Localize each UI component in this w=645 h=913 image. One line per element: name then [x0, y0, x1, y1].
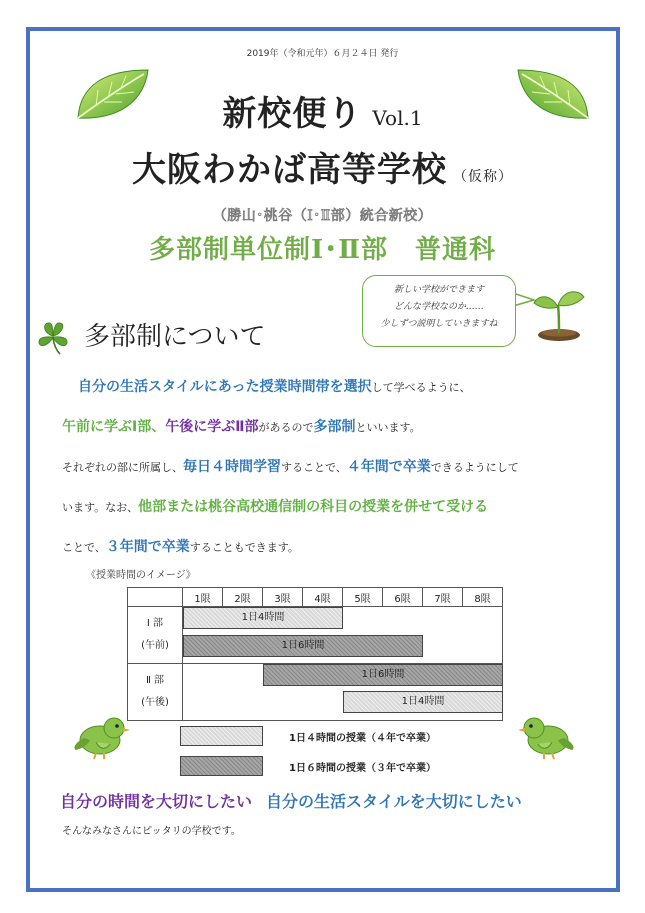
bird-icon	[70, 712, 130, 762]
slogan-line	[60, 789, 522, 812]
schedule-bar: 1日4時間	[343, 691, 503, 713]
part-time: (午後)	[141, 697, 169, 708]
part-label	[128, 607, 183, 664]
body-text: があるので	[258, 421, 314, 434]
tentative-mark: （仮称）	[453, 169, 513, 185]
bubble-line: 新しい学校ができます	[393, 285, 484, 295]
sprout-icon	[532, 283, 586, 343]
body-text: ことで、	[62, 541, 106, 554]
body-text: できるようにして	[430, 461, 519, 474]
body-text: います。なお、	[62, 501, 139, 514]
legend-swatch-dark	[180, 756, 263, 776]
highlight-blue: 多部制	[313, 419, 356, 435]
paragraph-line	[78, 376, 471, 396]
legend-label: 1日６時間の授業（３年で卒業）	[289, 763, 436, 774]
part-name: Ⅱ 部	[145, 675, 165, 686]
bubble-line: どんな学校なのか……	[393, 302, 484, 312]
highlight-blue: ３年間で卒業	[105, 539, 190, 555]
bubble-tail-mask	[511, 286, 515, 306]
legend-label: 1日４時間の授業（４年で卒業）	[289, 733, 436, 744]
bird-icon	[518, 712, 578, 762]
schedule-bar: 1日6時間	[263, 664, 503, 686]
schedule-caption: 《授業時間のイメージ》	[86, 570, 196, 581]
body-text: して学べるように、	[371, 381, 471, 394]
bubble-line: 少しずつ説明していきますね	[380, 319, 498, 329]
volume-number: Vol.1	[372, 106, 423, 130]
header-corner	[128, 588, 183, 607]
highlight-blue: 自分の生活スタイルにあった授業時間帯を選択	[78, 379, 372, 395]
schedule-bar: 1日4時間	[183, 607, 343, 629]
period-header: 3限	[263, 588, 303, 607]
body-text: することもできます。	[189, 541, 299, 554]
body-text: 、	[151, 419, 166, 435]
speech-bubble	[362, 275, 516, 347]
period-header: 6限	[383, 588, 423, 607]
paragraph-line	[62, 536, 299, 556]
schedule-bar: 1日6時間	[183, 635, 423, 657]
highlight-green: 他部または桃谷高校通信制の科目の授業を併せて受ける	[138, 499, 489, 515]
part-label	[128, 664, 183, 721]
slogan-purple: 自分の時間を大切にしたい	[60, 792, 253, 811]
closing-text: そんなみなさんにピッタリの学校です。	[62, 826, 241, 837]
school-name	[0, 142, 645, 191]
body-text: といいます。	[355, 421, 421, 434]
slogan-blue: 自分の生活スタイルを大切にしたい	[266, 792, 522, 811]
course-title: 多部制単位制Ⅰ･Ⅱ部 普通科	[148, 235, 497, 265]
period-header: 1限	[183, 588, 223, 607]
merger-note: （勝山･桃谷（Ⅰ･Ⅱ部）統合新校）	[212, 208, 433, 224]
issue-date: 2019年（令和元年）６月２４日 発行	[246, 49, 399, 59]
clover-icon	[34, 318, 72, 356]
body-text: それぞれの部に所属し、	[62, 461, 183, 474]
period-header-row	[128, 588, 503, 607]
body-text: することで、	[281, 461, 347, 474]
part-name: Ⅰ 部	[146, 618, 164, 629]
newsletter-title	[0, 86, 645, 135]
period-header: 2限	[223, 588, 263, 607]
highlight-green: 午前に学ぶⅠ部	[62, 419, 152, 435]
highlight-blue: 毎日４時間学習	[183, 459, 281, 475]
school-name-text: 大阪わかば高等学校	[132, 150, 447, 190]
legend-swatch-light	[180, 726, 263, 746]
period-header: 7限	[423, 588, 463, 607]
period-header: 8限	[463, 588, 503, 607]
highlight-purple: 午後に学ぶⅡ部	[165, 419, 259, 435]
highlight-blue: ４年間で卒業	[346, 459, 431, 475]
section-title: 多部制について	[84, 322, 266, 352]
period-header: 5限	[343, 588, 383, 607]
part-time: (午前)	[141, 640, 169, 651]
paragraph-line	[62, 416, 421, 436]
paragraph-line	[62, 496, 488, 516]
period-header: 4限	[303, 588, 343, 607]
paragraph-line	[62, 456, 519, 476]
title-text: 新校便り	[222, 94, 363, 134]
